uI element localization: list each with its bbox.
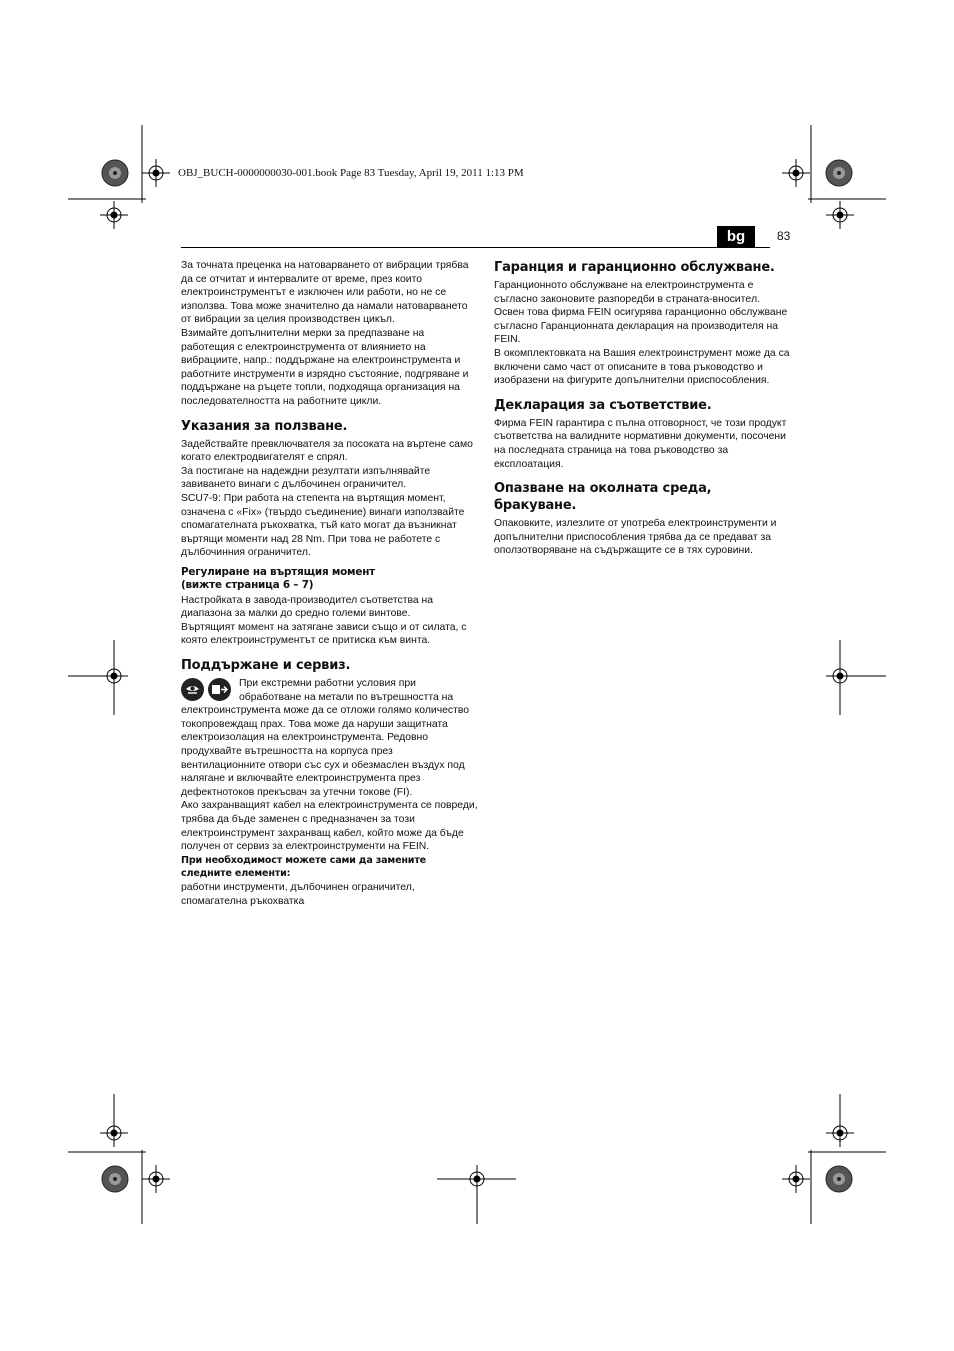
torque-heading-line-2: (вижте страница 6 – 7) bbox=[181, 579, 314, 592]
maintenance-paragraph-2: Ако захранващият кабел на електроинструмента се повреди, трябва да бъде заменен с предназначен за този електроинструмент захранващ кабел, който може да бъде получен от сервиз за електроинструменти на FEIN. bbox=[181, 800, 478, 853]
language-badge: bg bbox=[717, 226, 755, 248]
torque-paragraph-2: Въртящият момент на затягане зависи също и от силата, с която електроинструментът се притиска към винта. bbox=[181, 621, 467, 647]
torque-heading-line-1: Регулиране на въртящия момент bbox=[181, 565, 376, 578]
usage-paragraph-2: За постигане на надеждни резултати изпълнявайте завиването винаги с дълбочинен ограничител. bbox=[181, 465, 431, 491]
warranty-heading: Гаранция и гаранционно обслужване. bbox=[494, 260, 775, 275]
print-header: OBJ_BUCH-0000000030-001.book Page 83 Tuesday, April 19, 2011 1:13 PM bbox=[178, 167, 524, 179]
torque-heading bbox=[181, 566, 479, 593]
replaceable-parts-list: работни инструменти, дълбочинен ограничител, спомагателна ръкохватка bbox=[181, 881, 415, 907]
usage-heading: Указания за ползване. bbox=[181, 418, 348, 434]
vibration-paragraph: За точната преценка на натоварването от вибрации трябва да се отчитат и интервалите от време, през които електроинструментът е изключен или работи, но не се използва. Това може значително да намали натоварването от вибрации за целия производствен цикъл. bbox=[181, 260, 469, 326]
eye-protection-icon bbox=[181, 678, 204, 701]
header-rule bbox=[181, 247, 770, 248]
usage-paragraph-3: SCU7-9: При работа на степента на въртящия момент, означена с «Fix» (твърдо съединение) винаги използвайте спомагателната ръкохватка, тъй като могат да възникнат въртящи моменти над 28 Nm. При това не работете с дълбочинния ограничител. bbox=[181, 492, 465, 559]
right-column bbox=[494, 259, 792, 558]
vibration-measures-paragraph: Взимайте допълнителни мерки за предпазване на работещия с електроинструмента от влиянието на вибрациите, напр.: поддържане на електроинструмента и работните инструменти в изрядно състояние, подгряване и поддържане на ръцете топли, подходяща организация на последователността на работните цикли. bbox=[181, 327, 469, 407]
usage-paragraph-1: Задействайте превключвателя за посоката на въртене само когато електродвигателят е спрял. bbox=[181, 438, 473, 464]
safety-icons bbox=[181, 678, 235, 704]
maintenance-paragraph-1: При екстремни работни условия при обработване на метали по вътрешността на електроинструмента може да се отложи голямо количество токопровеждащ прах. Това може да наруши защитната електроизолация на електроинструмента. Редовно продухвайте вътрешността на корпуса през вентилационните отвори със сух и обезмаслен въздух под налягане и включвайте електроинструмента през дефектнотоков прекъсвач за утечни токове (FI). bbox=[181, 678, 470, 798]
torque-paragraph-1: Настройката в завода-производител съответства на диапазона за малки до средно големи винтове. bbox=[181, 594, 434, 620]
conformity-paragraph: Фирма FEIN гарантира с пълна отговорност, че този продукт съответства на валидните нормативни документи, посочени на последната страница на това ръководство за експлоатация. bbox=[494, 417, 787, 470]
environment-paragraph: Опаковките, излезлите от употреба електроинструменти и допълнителни приспособления трябва да се предават за оползотворяване на съдържащите се в тях суровини. bbox=[494, 518, 777, 557]
warranty-paragraph-2: В окомплектовката на Вашия електроинструмент може да са включени само част от описаните в това ръководство и изобразени на фигурите допълнителни приспособления. bbox=[494, 347, 790, 387]
warranty-paragraph-1: Гаранционното обслужване на електроинструмента е съгласно законовите разпоредби в страната-вноситeл. Освен това фирма FEIN осигурява гаранционно обслужване съгласно Гаранционната декларация на производителя на FEIN. bbox=[494, 280, 788, 346]
conformity-heading: Декларация за съответствие. bbox=[494, 397, 712, 413]
environment-heading-line-2: бракуване. bbox=[494, 498, 577, 514]
left-column bbox=[181, 259, 479, 908]
environment-heading-line-1: Опазване на околната среда, bbox=[494, 481, 712, 497]
maintenance-heading: Поддържане и сервиз. bbox=[181, 658, 351, 674]
page-number: 83 bbox=[777, 229, 791, 243]
environment-heading bbox=[494, 480, 792, 514]
electrical-device-icon bbox=[208, 678, 231, 701]
replaceable-parts-heading: При необходимост можете сами да замените следните елементи: bbox=[181, 854, 426, 880]
